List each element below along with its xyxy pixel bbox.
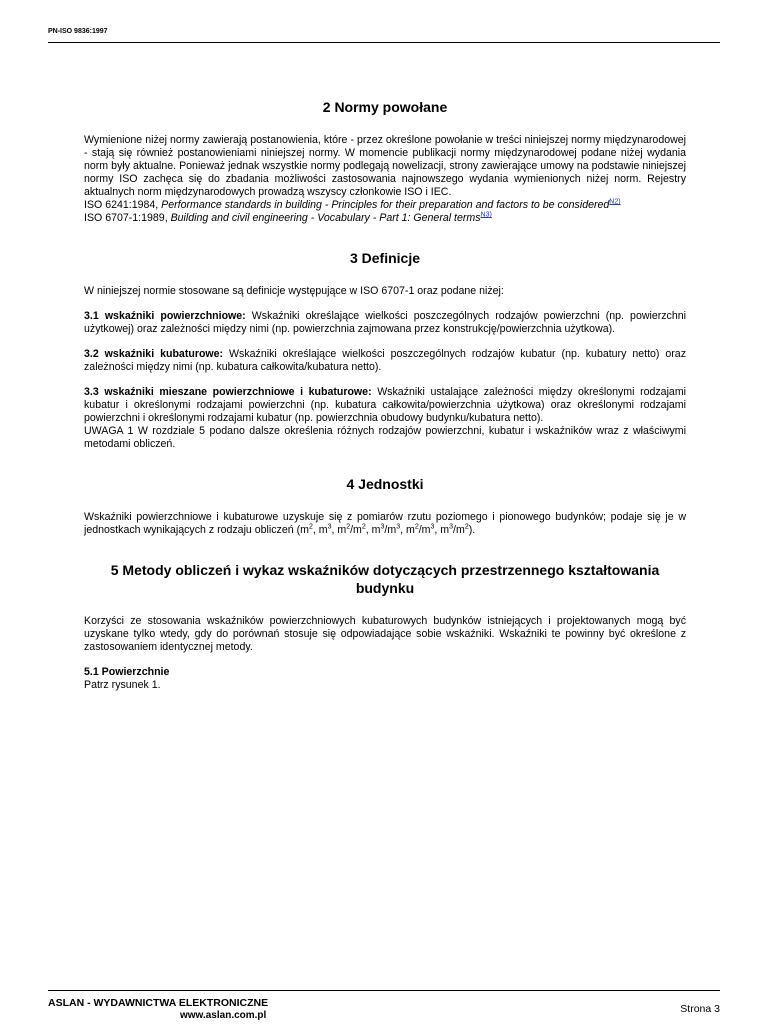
section-2-intro: Wymienione niżej normy zawierają postanowienia, które - przez określone powołanie w treści niniejszej normy międzynarodowej - stają się również postanowieniami niniejszej normy. W momencie publikacji normy międzynarodowej podane niżej wydania norm były aktualne. Ponieważ jednak wszystkie normy podlegają nowelizacji, strony zawierające umowy na podstawie niniejszej normy ISO zachęca się do zbadania możliwości zastosowania najnowszego wydania wymienionych niżej norm. Rejestry aktualnych norm międzynarodowych prowadzą wszyscy członkowie ISO i IEC.	[84, 134, 686, 198]
reference-code: ISO 6241:1984,	[84, 199, 159, 211]
publisher-url[interactable]: www.aslan.com.pl	[180, 1010, 267, 1021]
definition-term: 3.1 wskaźniki powierzchniowe:	[84, 310, 246, 322]
definition-3-2	[84, 348, 686, 374]
document-id: PN-ISO 9836:1997	[48, 28, 108, 35]
section-3-heading: 3 Definicje	[349, 250, 421, 266]
definition-term: 3.2 wskaźniki kubaturowe:	[84, 348, 224, 360]
section-4-heading: 4 Jednostki	[346, 476, 424, 492]
definition-text: Wskaźniki określające wielkości poszczególnych rodzajów kubatur (np. kubatury netto) oraz zależności między nimi (np. kubatura całkowita/kubatura netto).	[84, 348, 686, 373]
section-5-heading: 5 Metody obliczeń i wykaz wskaźników dotyczących przestrzennego kształtowania budynku	[110, 562, 660, 596]
footnote-link-n2[interactable]: N2)	[609, 198, 621, 206]
section-4-text: Wskaźniki powierzchniowe i kubaturowe uzyskuje się z pomiarów rzutu poziomego i pionowego budynków; podaje się je w jednostkach wynikających z rodzaju obliczeń ($m^2$, $m^3$, $m^2/m^2$, $m^3/m^3$, $m^2/m^3$, $m^3/m^2$).	[84, 511, 686, 536]
reference-title: Building and civil engineering - Vocabulary - Part 1: General terms	[170, 212, 481, 224]
definition-text: Wskaźniki określające wielkości poszczególnych rodzajów powierzchni (np. powierzchni użytkowej) oraz zależności między nimi (np. powierzchnia zajmowana przez konstrukcję/powierzchnia użytkowa).	[84, 310, 686, 335]
subsection-5-1-text: Patrz rysunek 1.	[84, 679, 161, 691]
document-body	[84, 98, 686, 692]
note-1: UWAGA 1 W rozdziale 5 podano dalsze określenia różnych rodzajów powierzchni, kubatur i wskaźników wraz z właściwymi metodami obliczeń.	[84, 425, 686, 450]
footnote-link-n3[interactable]: N3)	[480, 211, 492, 219]
definition-text: Wskaźniki ustalające zależności między określonymi rodzajami kubatur i określonymi rodzajami powierzchni (np. kubatura całkowita/powierzchnia użytkowa) oraz określonymi rodzajami powierzchni i określonymi rodzajami kubatur (np. powierzchnia obudowy budynku/kubatura netto).	[84, 386, 686, 424]
page-header	[48, 26, 720, 43]
definition-3-1	[84, 310, 686, 336]
publisher-name: ASLAN - WYDAWNICTWA ELEKTRONICZNE	[48, 997, 269, 1009]
section-2-heading: 2 Normy powołane	[322, 99, 448, 115]
definition-3-3	[84, 386, 686, 425]
page-number: Strona 3	[680, 1003, 720, 1015]
definition-term: 3.3 wskaźniki mieszane powierzchniowe i kubaturowe:	[84, 386, 372, 398]
page-footer	[48, 990, 720, 1025]
section-3-intro: W niniejszej normie stosowane są definicje występujące w ISO 6707-1 oraz podane niżej:	[84, 285, 504, 297]
section-5-intro: Korzyści ze stosowania wskaźników powierzchniowych kubaturowych budynków istniejących i projektowanych mogą być uzyskane tylko wtedy, gdy do porównań stosuje się odpowiadające sobie wskaźniki. Wskaźniki te powinny być określone z zastosowaniem identycznej metody.	[84, 615, 686, 653]
reference-iso-6241	[84, 199, 686, 212]
reference-iso-6707	[84, 212, 686, 225]
reference-code: ISO 6707-1:1989,	[84, 212, 168, 224]
reference-title: Performance standards in building - Principles for their preparation and factors to be considered	[161, 199, 610, 211]
subsection-5-1-heading: 5.1 Powierzchnie	[84, 666, 170, 678]
